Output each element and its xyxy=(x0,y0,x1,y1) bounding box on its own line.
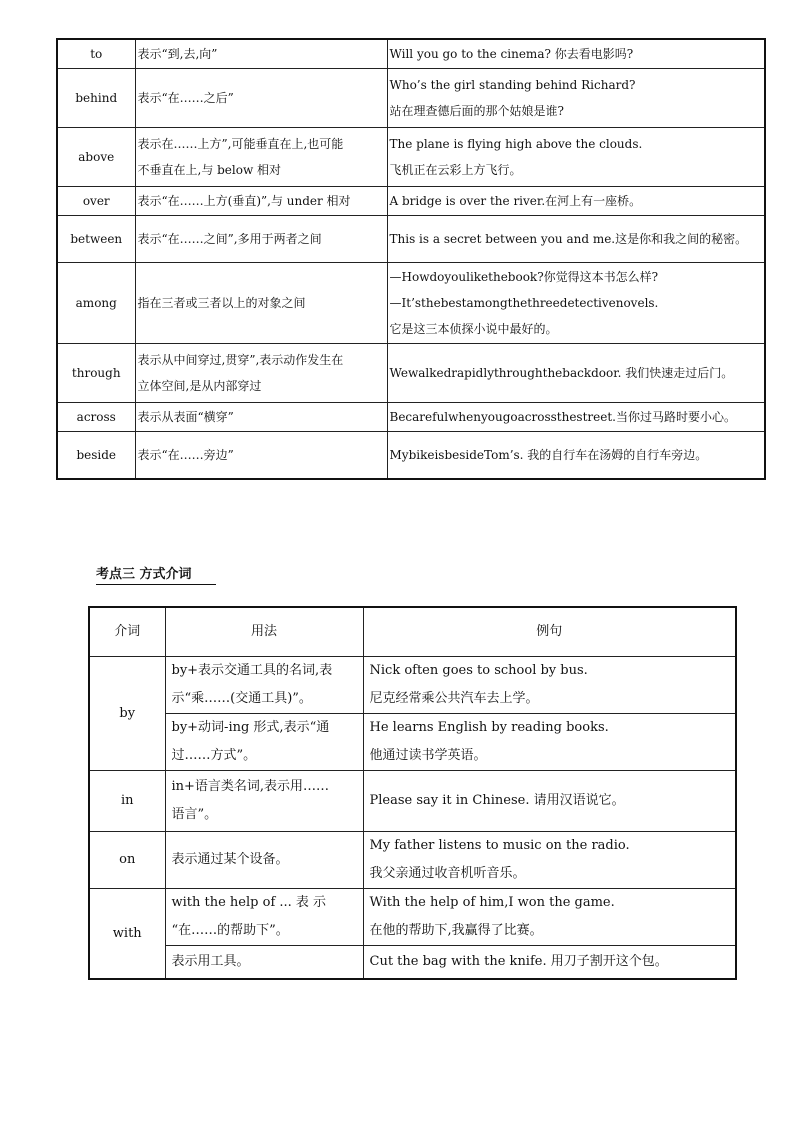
usage-cell xyxy=(165,657,363,714)
usage-line: 表示“在……之后” xyxy=(137,91,234,105)
usage-cell xyxy=(165,889,363,946)
example-line: 他通过读书学英语。 xyxy=(369,748,487,763)
example-line: Cut the bag with the knife. 用刀子割开这个包。 xyxy=(369,954,668,969)
example-line: 它是这三本侦探小说中最好的。 xyxy=(389,322,558,336)
table-row xyxy=(57,403,765,432)
usage-line: 表示从表面“横穿” xyxy=(137,410,234,424)
example-cell xyxy=(387,128,765,187)
table-row xyxy=(57,69,765,128)
table-row-in xyxy=(89,771,736,832)
usage-line: 语言”。 xyxy=(171,807,218,822)
example-cell xyxy=(363,946,736,980)
prepositions-table-1-body xyxy=(57,39,765,479)
usage-line: by+动词-ing 形式,表示“通 xyxy=(171,720,330,735)
usage-line: 表示“在……之间”,多用于两者之间 xyxy=(137,232,322,246)
table-row xyxy=(57,39,765,69)
header-usage: 用法 xyxy=(165,607,363,657)
table-row xyxy=(57,128,765,187)
example-line: This is a secret between you and me.这是你和我之间的秘密。 xyxy=(389,232,748,246)
example-cell xyxy=(387,216,765,263)
usage-line: 表示在……上方”,可能垂直在上,也可能 xyxy=(137,137,344,151)
example-cell xyxy=(363,771,736,832)
example-line: 飞机正在云彩上方飞行。 xyxy=(389,163,522,177)
section-title: 考点三 方式介词 xyxy=(96,566,216,585)
usage-line: in+语言类名词,表示用…… xyxy=(171,779,330,794)
table-row-with-1 xyxy=(89,889,736,946)
usage-line: 表示“在……上方(垂直)”,与 under 相对 xyxy=(137,194,351,208)
example-cell xyxy=(387,403,765,432)
table-row xyxy=(57,344,765,403)
word-cell: in xyxy=(89,771,165,832)
header-example: 例句 xyxy=(363,607,736,657)
usage-line: 表示从中间穿过,贯穿”,表示动作发生在 xyxy=(137,353,344,367)
example-cell xyxy=(387,187,765,216)
usage-line: 表示“到,去,向” xyxy=(137,47,218,61)
example-line: The plane is flying high above the clouds. xyxy=(389,137,643,151)
example-line: A bridge is over the river.在河上有一座桥。 xyxy=(389,194,642,208)
usage-line: 表示“在……旁边” xyxy=(137,448,234,462)
table-row xyxy=(57,263,765,344)
word-cell: through xyxy=(57,344,135,403)
word-cell: among xyxy=(57,263,135,344)
header-preposition: 介词 xyxy=(89,607,165,657)
word-cell: on xyxy=(89,832,165,889)
usage-line: 示“乘……(交通工具)”。 xyxy=(171,691,312,706)
example-line: Becarefulwhenyougoacrossthestreet.当你过马路时要小心。 xyxy=(389,410,736,424)
example-line: Wewalkedrapidlythroughthebackdoor. 我们快速走过后门。 xyxy=(389,366,734,380)
word-cell: to xyxy=(57,39,135,69)
usage-line: with the help of ... 表 示 xyxy=(171,895,327,910)
example-cell xyxy=(363,889,736,946)
usage-line: 指在三者或三者以上的对象之间 xyxy=(137,296,306,310)
prepositions-table-1 xyxy=(56,38,766,480)
example-line: 尼克经常乘公共汽车去上学。 xyxy=(369,691,539,706)
example-line: Will you go to the cinema? 你去看电影吗? xyxy=(389,47,634,61)
usage-cell xyxy=(135,39,387,69)
word-cell: across xyxy=(57,403,135,432)
example-line: My father listens to music on the radio. xyxy=(369,838,630,853)
example-cell xyxy=(387,39,765,69)
usage-cell xyxy=(135,128,387,187)
usage-line: 立体空间,是从内部穿过 xyxy=(137,379,262,393)
example-line: 我父亲通过收音机听音乐。 xyxy=(369,866,526,881)
example-cell xyxy=(363,714,736,771)
example-line: MybikeisbesideTom’s. 我的自行车在汤姆的自行车旁边。 xyxy=(389,448,708,462)
word-cell: over xyxy=(57,187,135,216)
usage-cell xyxy=(135,187,387,216)
usage-cell xyxy=(135,216,387,263)
usage-cell xyxy=(135,432,387,480)
example-cell xyxy=(387,432,765,480)
example-line: —Howdoyoulikethebook?你觉得这本书怎么样? xyxy=(389,270,659,284)
example-line: Who’s the girl standing behind Richard? xyxy=(389,78,636,92)
example-cell xyxy=(387,69,765,128)
example-cell xyxy=(363,657,736,714)
manner-prepositions-table xyxy=(88,606,737,980)
word-cell: behind xyxy=(57,69,135,128)
table-row-with-2 xyxy=(89,946,736,980)
table-row-by-1 xyxy=(89,657,736,714)
usage-cell xyxy=(135,344,387,403)
usage-line: 表示用工具。 xyxy=(171,954,250,969)
usage-cell xyxy=(165,946,363,980)
usage-cell xyxy=(165,714,363,771)
example-cell xyxy=(363,832,736,889)
usage-line: 不垂直在上,与 below 相对 xyxy=(137,163,282,177)
usage-line: by+表示交通工具的名词,表 xyxy=(171,663,333,678)
example-line: Nick often goes to school by bus. xyxy=(369,663,588,678)
table-header-row xyxy=(89,607,736,657)
word-cell: with xyxy=(89,889,165,980)
word-cell: by xyxy=(89,657,165,771)
table-row xyxy=(57,432,765,480)
usage-line: 表示通过某个设备。 xyxy=(171,852,289,867)
table-row-on xyxy=(89,832,736,889)
table-row-by-2 xyxy=(89,714,736,771)
example-line: He learns English by reading books. xyxy=(369,720,609,735)
example-line: Please say it in Chinese. 请用汉语说它。 xyxy=(369,793,625,808)
word-cell: between xyxy=(57,216,135,263)
example-line: With the help of him,I won the game. xyxy=(369,895,615,910)
usage-cell xyxy=(135,69,387,128)
example-line: 在他的帮助下,我赢得了比赛。 xyxy=(369,923,543,938)
table-row xyxy=(57,187,765,216)
word-cell: above xyxy=(57,128,135,187)
usage-line: 过……方式”。 xyxy=(171,748,257,763)
word-cell: beside xyxy=(57,432,135,480)
example-cell xyxy=(387,344,765,403)
example-cell xyxy=(387,263,765,344)
table-row xyxy=(57,216,765,263)
usage-line: “在……的帮助下”。 xyxy=(171,923,289,938)
example-line: 站在理查德后面的那个姑娘是谁? xyxy=(389,104,564,118)
usage-cell xyxy=(165,832,363,889)
usage-cell xyxy=(135,403,387,432)
usage-cell xyxy=(165,771,363,832)
usage-cell xyxy=(135,263,387,344)
example-line: —It’sthebestamongthethreedetectivenovels. xyxy=(389,296,659,310)
